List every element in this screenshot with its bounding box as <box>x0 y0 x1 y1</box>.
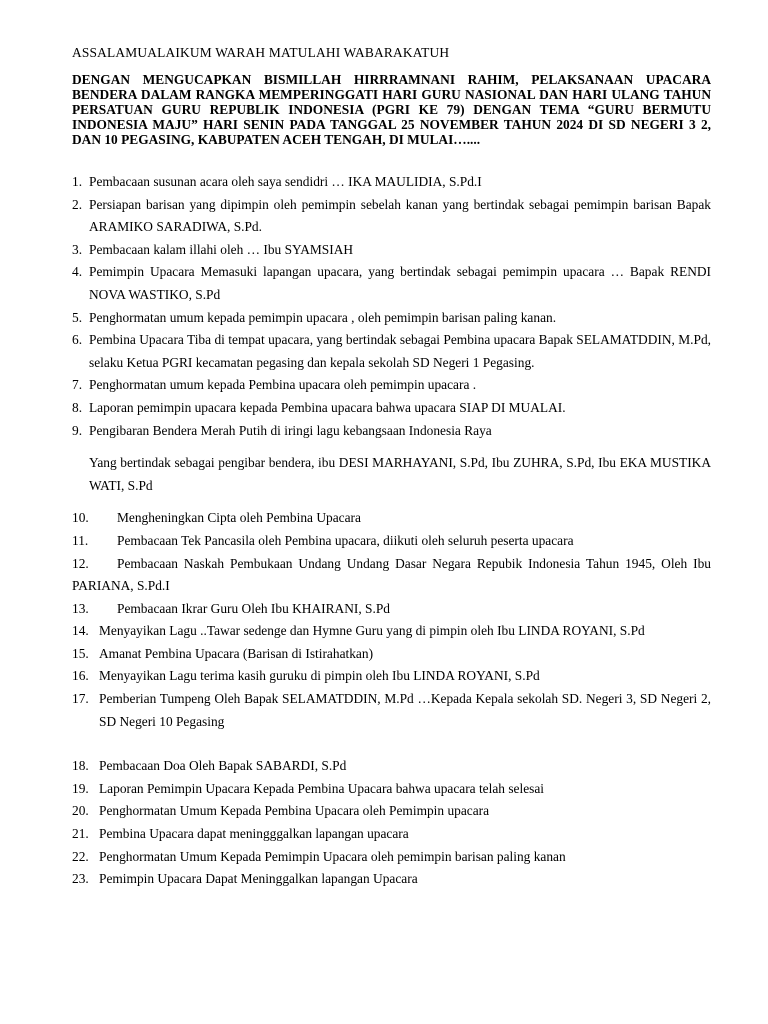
item-number: 20. <box>72 803 89 819</box>
spacer <box>72 733 711 755</box>
item-number: 15. <box>72 645 89 661</box>
item-number: 14. <box>72 623 89 639</box>
item-text: Penghormatan Umum Kepada Pembina Upacara oleh Pemimpin upacara <box>99 803 490 819</box>
list-item <box>72 374 711 397</box>
list-item <box>72 643 711 666</box>
item-number: 18. <box>72 758 89 774</box>
list-item <box>72 620 711 643</box>
intro-paragraph: DENGAN MENGUCAPKAN BISMILLAH HIRRRAMNANI RAHIM, PELAKSANAAN UPACARA BENDERA DALAM RANGKA MEMPERINGGATI HARI GURU NASIONAL DAN HARI ULANG TAHUN PERSATUAN GURU REPUBLIK INDONESIA (PGRI KE 79) DENGAN TEMA “GURU BERMUTU INDONESIA MAJU” HARI SENIN PADA TANGGAL 25 NOVEMBER TAHUN 2024 DI SD NEGERI 3 2, DAN 10 PEGASING, KABUPATEN ACEH TENGAH, DI MULAI….... <box>72 72 711 147</box>
list-item <box>72 800 711 823</box>
item-text: Pembacaan Tek Pancasila oleh Pembina upacara, diikuti oleh seluruh peserta upacara <box>117 532 574 548</box>
item-text: Persiapan barisan yang dipimpin oleh pemimpin sebelah kanan yang bertindak sebagai pemimpin barisan Bapak ARAMIKO SARADIWA, S.Pd. <box>89 196 711 235</box>
item-text: Pembacaan Ikrar Guru Oleh Ibu KHAIRANI, S.Pd <box>117 600 390 616</box>
item-text: Mengheningkan Cipta oleh Pembina Upacara <box>117 510 361 526</box>
list-item <box>72 778 711 801</box>
item-text: Laporan Pemimpin Upacara Kepada Pembina Upacara bahwa upacara telah selesai <box>99 780 545 796</box>
list-item <box>72 329 711 374</box>
item-text: Pembacaan kalam illahi oleh … Ibu SYAMSIAH <box>89 241 354 257</box>
item-number: 22. <box>72 848 89 864</box>
item-number: 21. <box>72 826 89 842</box>
list-item <box>72 755 711 778</box>
item-text: Amanat Pembina Upacara (Barisan di Istirahatkan) <box>99 645 374 661</box>
list-item <box>72 665 711 688</box>
list-item <box>72 194 711 239</box>
item-number: 2. <box>72 196 83 212</box>
item-number: 3. <box>72 241 83 257</box>
list-item <box>72 530 711 553</box>
item-text: Pemimpin Upacara Dapat Meninggalkan lapangan Upacara <box>99 871 418 887</box>
list-item <box>72 171 711 194</box>
list-item <box>72 823 711 846</box>
list-item <box>72 507 711 530</box>
item-text: Pembina Upacara dapat meningggalkan lapangan upacara <box>99 826 409 842</box>
list-item <box>72 688 711 733</box>
item-number: 19. <box>72 780 89 796</box>
item-text: Penghormatan Umum Kepada Pemimpin Upacara oleh pemimpin barisan paling kanan <box>99 848 566 864</box>
item-number: 17. <box>72 691 89 707</box>
item-text: Pembacaan Doa Oleh Bapak SABARDI, S.Pd <box>99 758 347 774</box>
item-number: 11. <box>72 532 89 548</box>
item-text: Laporan pemimpin upacara kepada Pembina upacara bahwa upacara SIAP DI MUALAI. <box>89 399 566 415</box>
item-number: 7. <box>72 377 83 393</box>
list-item <box>72 420 711 443</box>
item-text: Penghormatan umum kepada Pembina upacara oleh pemimpin upacara . <box>89 377 477 393</box>
list-item <box>72 261 711 306</box>
item-number: 1. <box>72 174 83 189</box>
list-item <box>72 553 711 598</box>
item-number: 23. <box>72 871 89 887</box>
list-item <box>72 239 711 262</box>
flag-bearers-note: Yang bertindak sebagai pengibar bendera, ibu DESI MARHAYANI, S.Pd, Ibu ZUHRA, S.Pd, Ibu EKA MUSTIKA WATI, S.Pd <box>89 455 711 493</box>
item-text: Penghormatan umum kepada pemimpin upacara , oleh pemimpin barisan paling kanan. <box>89 309 557 325</box>
list-item <box>72 846 711 869</box>
item-text: Pemberian Tumpeng Oleh Bapak SELAMATDDIN, M.Pd …Kepada Kepala sekolah SD. Negeri 3, SD Negeri 2, SD Negeri 10 Pegasing <box>99 691 711 729</box>
item-text: Pengibaran Bendera Merah Putih di iringi lagu kebangsaan Indonesia Raya <box>89 422 492 438</box>
item-number: 6. <box>72 332 83 348</box>
item-text: Menyayikan Lagu terima kasih guruku di pimpin oleh Ibu LINDA ROYANI, S.Pd <box>99 668 540 684</box>
item-number: 12. <box>72 555 89 571</box>
agenda-list <box>72 171 711 891</box>
item-number: 13. <box>72 600 89 616</box>
item-text: Pembacaan Naskah Pembukaan Undang Undang Dasar Negara Repubik Indonesia Tahun 1945, Oleh Ibu PARIANA, S.Pd.I <box>72 555 711 594</box>
list-item <box>72 598 711 621</box>
item-text: Pemimpin Upacara Memasuki lapangan upacara, yang bertindak sebagai pemimpin upacara … Bapak RENDI NOVA WASTIKO, S.Pd <box>89 264 711 302</box>
item-number: 9. <box>72 422 83 438</box>
item-number: 4. <box>72 264 83 280</box>
list-item <box>72 397 711 420</box>
item-text: Pembina Upacara Tiba di tempat upacara, yang bertindak sebagai Pembina upacara Bapak SELAMATDDIN, M.Pd, selaku Ketua PGRI kecamatan pegasing dan kepala sekolah SD Negeri 1 Pegasing. <box>89 332 711 370</box>
item-number: 16. <box>72 668 89 684</box>
item-text: Pembacaan susunan acara oleh saya sendidri … IKA MAULIDIA, S.Pd.I <box>89 174 482 189</box>
list-item <box>72 307 711 330</box>
item-number: 5. <box>72 309 83 325</box>
item-text: Menyayikan Lagu ..Tawar sedenge dan Hymne Guru yang di pimpin oleh Ibu LINDA ROYANI, S.Pd <box>99 623 645 639</box>
list-item <box>72 868 711 891</box>
item-number: 8. <box>72 399 83 415</box>
item-number: 10. <box>72 510 89 526</box>
greeting-heading: ASSALAMUALAIKUM WARAH MATULAHI WABARAKATUH <box>72 45 450 60</box>
